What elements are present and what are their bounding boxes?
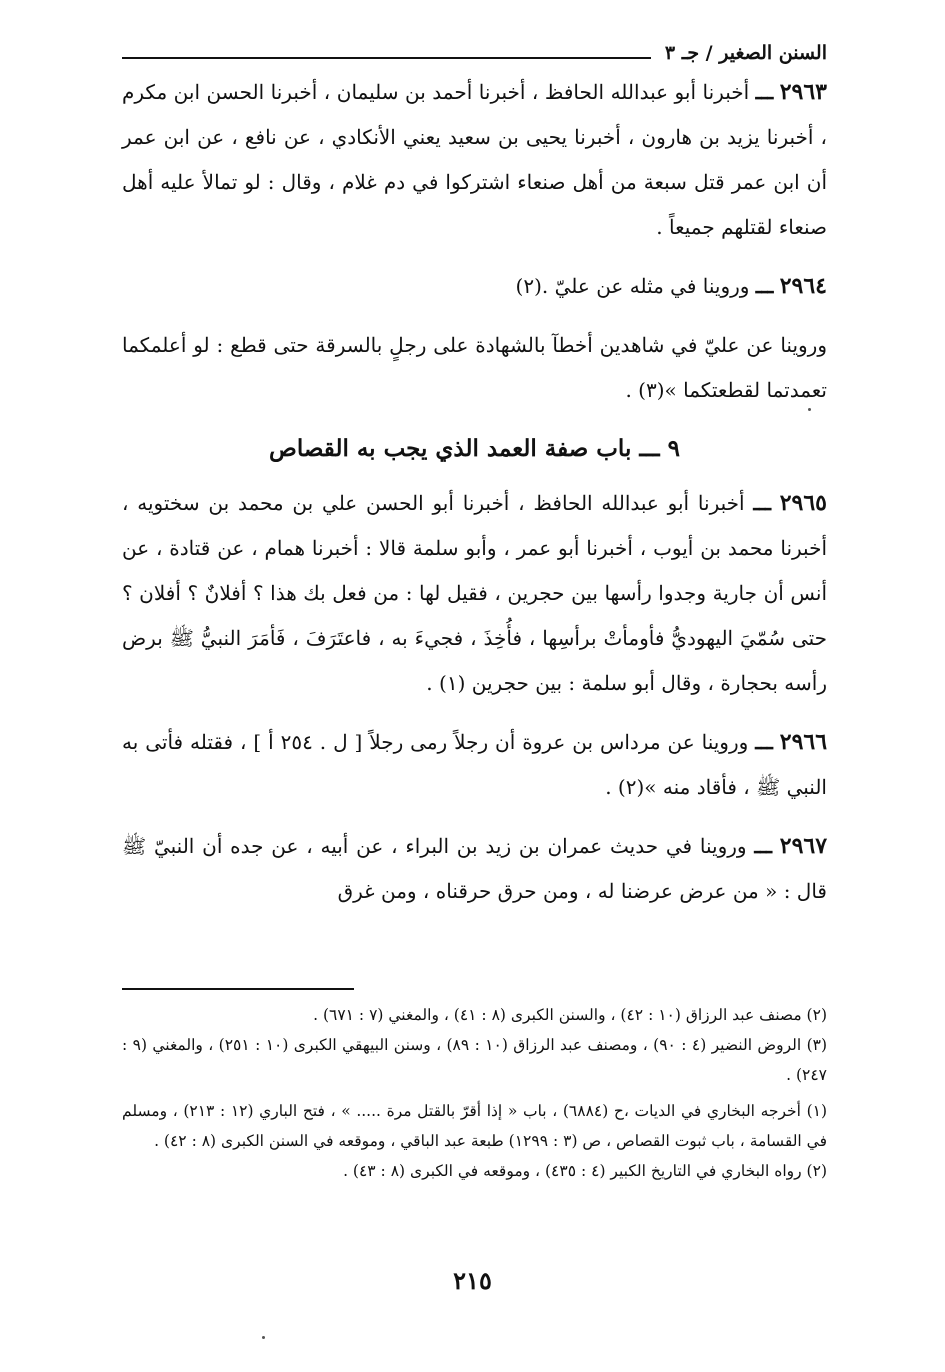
footnote: (٣) الروض النضير (٤ : ٩٠) ، ومصنف عبد الرزاق (١٠ : ٨٩) ، وسنن البيهقي الكبرى (١٠ : ٢٥١) ، والمغني (٩ : ٢٤٧) . xyxy=(122,1036,828,1084)
hadith-dash: ـــ xyxy=(753,491,771,515)
hadith-dash: ـــ xyxy=(755,274,774,298)
hadith-text: أخبرنا أبو عبدالله الحافظ ، أخبرنا أحمد بن سليمان ، أخبرنا الحسن ابن مكرم ، أخبرنا يزيد بن هارون ، أخبرنا يحيى بن سعيد يعني الأنكادي ، عن نافع ، عن ابن عمر أن ابن عمر قتل سبعة من أهل صنعاء اشتركوا في دم غلام ، وقال : لو تمالأ عليه أهل صنعاء لقتلهم جميعاً . xyxy=(122,80,827,239)
hadith-2963 xyxy=(122,70,827,250)
header-title: السنن الصغير / جـ ٣ xyxy=(664,42,827,64)
footnote-group-2 xyxy=(122,1096,827,1186)
narration-ali xyxy=(122,323,827,413)
hadith-2964 xyxy=(122,264,827,309)
hadith-text: وروينا في مثله عن عليّ .(٢) xyxy=(515,274,750,298)
footnote: (١) أخرجه البخاري في الديات ،ح (٦٨٨٤) ، باب « إذا أقرّ بالقتل مرة ..... » ، فتح الباري (١٢ : ٢١٣) ، ومسلم في القسامة ، باب ثبوت القصاص ، ص (٣ : ١٢٩٩) طبعة عبد الباقي ، وموقعه في السنن الكبرى (٨ : ٤٢) . xyxy=(122,1102,828,1150)
hadith-number: ٢٩٦٤ xyxy=(779,273,827,299)
running-header xyxy=(122,38,827,68)
header-rule xyxy=(122,57,651,59)
hadith-dash: ـــ xyxy=(754,834,772,858)
hadith-2967 xyxy=(122,824,827,914)
footnotes xyxy=(122,988,827,1192)
hadith-text: وروينا عن مرداس بن عروة أن رجلاً رمى رجلاً [ ل . ٢٥٤ أ ] ، فقتله فأتى به النبي ﷺ ، فأقاد منه »(٢) . xyxy=(122,730,827,799)
hadith-number: ٢٩٦٦ xyxy=(779,729,828,755)
hadith-number: ٢٩٦٧ xyxy=(779,833,828,859)
chapter-heading: ٩ ـــ باب صفة العمد الذي يجب به القصاص xyxy=(269,435,680,462)
main-text xyxy=(122,70,827,928)
hadith-number: ٢٩٦٥ xyxy=(779,490,827,516)
hadith-2965 xyxy=(122,481,827,706)
hadith-dash: ـــ xyxy=(755,80,774,104)
hadith-text: أخبرنا أبو عبدالله الحافظ ، أخبرنا أبو الحسن علي بن محمد بن سختويه ، أخبرنا محمد بن أيوب ، أخبرنا أبو عمر ، وأبو سلمة قالا : أخبرنا همام ، عن قتادة ، عن أنس أن جارية وجدوا رأسها بين حجرين ، فقيل لها : من فعل بك هذا ؟ أفلانٌ ؟ أفلان ؟ حتى سُمّيَ اليهوديُّ فأومأتْ برأسِها ، فأُخِذَ ، فجيءَ به ، فاعتَرَفَ ، فَأمَرَ النبيُّ ﷺ برض رأسه بحجارة ، وقال أبو سلمة : بين حجرين (١) . xyxy=(122,491,827,695)
hadith-number: ٢٩٦٣ xyxy=(779,79,827,105)
scan-speck xyxy=(262,1336,265,1339)
footnote-rule xyxy=(122,988,354,990)
hadith-dash: ـــ xyxy=(755,730,773,754)
hadith-text: وروينا في حديث عمران بن زيد بن البراء ، عن أبيه ، عن جده أن النبيّ ﷺ قال : « من عرض عرضنا له ، ومن حرق حرقناه ، ومن غرق xyxy=(122,834,827,903)
footnote: (٢) رواه البخاري في التاريخ الكبير (٤ : ٤٣٥) ، وموقعه في الكبرى (٨ : ٤٣) . xyxy=(343,1162,827,1180)
page-number: ٢١٥ xyxy=(453,1266,492,1295)
scan-speck xyxy=(808,408,811,411)
footnote-group-1 xyxy=(122,1000,827,1090)
footnote: (٢) مصنف عبد الرزاق (١٠ : ٤٢) ، والسنن الكبرى (٨ : ٤١) ، والمغني (٧ : ٦٧١) . xyxy=(313,1006,827,1024)
hadith-2966 xyxy=(122,720,827,810)
narration-text: وروينا عن عليّ في شاهدين أخطآ بالشهادة على رجلٍ بالسرقة حتى قطع : لو أعلمكما تعمدتما لقطعتكما »(٣) . xyxy=(122,333,827,402)
